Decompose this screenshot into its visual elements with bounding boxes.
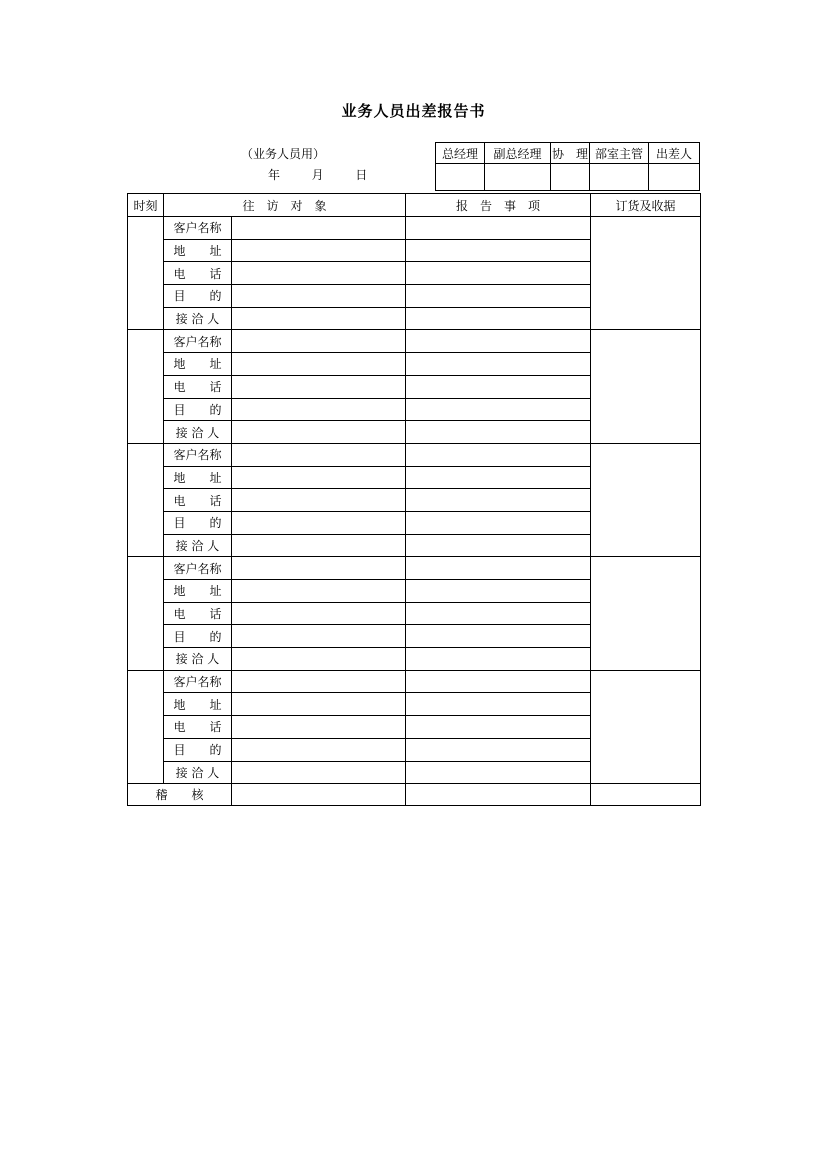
date-day-label: 日 — [355, 168, 368, 182]
report-item-cell[interactable] — [406, 421, 591, 444]
field-label: 客户名称 — [164, 557, 232, 580]
date-year-label: 年 — [268, 168, 281, 182]
field-label: 接 洽 人 — [164, 534, 232, 557]
report-item-cell[interactable] — [406, 602, 591, 625]
audit-cell-orders[interactable] — [591, 784, 701, 806]
time-cell[interactable] — [128, 330, 164, 443]
orders-receipts-cell[interactable] — [591, 443, 701, 556]
approval-header-traveler: 出差人 — [649, 143, 700, 164]
field-label: 客户名称 — [164, 443, 232, 466]
report-item-cell[interactable] — [406, 330, 591, 353]
field-label: 地 址 — [164, 693, 232, 716]
field-label: 接 洽 人 — [164, 307, 232, 330]
subtitle: （业务人员用） — [241, 147, 326, 161]
field-label: 目 的 — [164, 511, 232, 534]
visit-row — [128, 557, 701, 580]
approval-header-assistant: 协 理 — [551, 143, 590, 164]
field-value-cell[interactable] — [232, 625, 406, 648]
field-label: 客户名称 — [164, 330, 232, 353]
field-value-cell[interactable] — [232, 511, 406, 534]
time-cell[interactable] — [128, 557, 164, 670]
time-cell[interactable] — [128, 217, 164, 330]
field-label: 电 话 — [164, 262, 232, 285]
report-item-cell[interactable] — [406, 738, 591, 761]
audit-label: 稽 核 — [128, 784, 232, 806]
field-label: 地 址 — [164, 239, 232, 262]
audit-cell-visit[interactable] — [232, 784, 406, 806]
visit-row — [128, 217, 701, 240]
field-value-cell[interactable] — [232, 353, 406, 376]
time-cell[interactable] — [128, 443, 164, 556]
audit-cell-report[interactable] — [406, 784, 591, 806]
field-label: 电 话 — [164, 489, 232, 512]
report-item-cell[interactable] — [406, 466, 591, 489]
time-cell[interactable] — [128, 670, 164, 783]
report-item-cell[interactable] — [406, 693, 591, 716]
orders-receipts-cell[interactable] — [591, 330, 701, 443]
field-value-cell[interactable] — [232, 307, 406, 330]
approval-header-dept-head: 部室主管 — [590, 143, 649, 164]
report-item-cell[interactable] — [406, 353, 591, 376]
field-value-cell[interactable] — [232, 489, 406, 512]
orders-receipts-cell[interactable] — [591, 670, 701, 783]
field-value-cell[interactable] — [232, 580, 406, 603]
date-month-label: 月 — [311, 168, 324, 182]
field-label: 电 话 — [164, 375, 232, 398]
field-value-cell[interactable] — [232, 693, 406, 716]
approval-header-gm: 总经理 — [436, 143, 485, 164]
field-label: 电 话 — [164, 716, 232, 739]
report-item-cell[interactable] — [406, 557, 591, 580]
field-label: 客户名称 — [164, 670, 232, 693]
field-value-cell[interactable] — [232, 466, 406, 489]
signature-cell-assistant[interactable] — [551, 164, 590, 191]
approval-table — [435, 142, 700, 191]
field-value-cell[interactable] — [232, 285, 406, 308]
field-value-cell[interactable] — [232, 375, 406, 398]
field-label: 目 的 — [164, 625, 232, 648]
visit-row — [128, 670, 701, 693]
header-orders-receipts: 订货及收据 — [591, 194, 701, 217]
report-item-cell[interactable] — [406, 375, 591, 398]
report-item-cell[interactable] — [406, 285, 591, 308]
approval-header-deputy-gm: 副总经理 — [485, 143, 551, 164]
field-label: 接 洽 人 — [164, 421, 232, 444]
field-value-cell[interactable] — [232, 398, 406, 421]
field-value-cell[interactable] — [232, 443, 406, 466]
field-value-cell[interactable] — [232, 670, 406, 693]
field-value-cell[interactable] — [232, 534, 406, 557]
field-label: 目 的 — [164, 738, 232, 761]
field-label: 客户名称 — [164, 217, 232, 240]
report-table — [127, 193, 701, 806]
report-item-cell[interactable] — [406, 580, 591, 603]
signature-cell-deputy-gm[interactable] — [485, 164, 551, 191]
orders-receipts-cell[interactable] — [591, 217, 701, 330]
header-time: 时刻 — [128, 194, 164, 217]
field-value-cell[interactable] — [232, 557, 406, 580]
orders-receipts-cell[interactable] — [591, 557, 701, 670]
report-item-cell[interactable] — [406, 625, 591, 648]
field-value-cell[interactable] — [232, 761, 406, 784]
report-item-cell[interactable] — [406, 307, 591, 330]
signature-cell-dept-head[interactable] — [590, 164, 649, 191]
visit-row — [128, 443, 701, 466]
report-item-cell[interactable] — [406, 239, 591, 262]
report-item-cell[interactable] — [406, 716, 591, 739]
report-item-cell[interactable] — [406, 262, 591, 285]
report-item-cell[interactable] — [406, 489, 591, 512]
audit-row — [128, 784, 701, 806]
field-value-cell[interactable] — [232, 738, 406, 761]
field-value-cell[interactable] — [232, 602, 406, 625]
header-visit-target: 往 访 对 象 — [164, 194, 406, 217]
report-item-cell[interactable] — [406, 761, 591, 784]
signature-cell-gm[interactable] — [436, 164, 485, 191]
field-label: 接 洽 人 — [164, 648, 232, 671]
header-report-items: 报 告 事 项 — [406, 194, 591, 217]
field-label: 目 的 — [164, 398, 232, 421]
visit-row — [128, 330, 701, 353]
report-item-cell[interactable] — [406, 534, 591, 557]
field-value-cell[interactable] — [232, 239, 406, 262]
field-label: 目 的 — [164, 285, 232, 308]
report-item-cell[interactable] — [406, 648, 591, 671]
field-label: 地 址 — [164, 353, 232, 376]
report-item-cell[interactable] — [406, 398, 591, 421]
report-item-cell[interactable] — [406, 443, 591, 466]
signature-cell-traveler[interactable] — [649, 164, 700, 191]
field-label: 电 话 — [164, 602, 232, 625]
field-value-cell[interactable] — [232, 716, 406, 739]
field-label: 接 洽 人 — [164, 761, 232, 784]
field-label: 地 址 — [164, 466, 232, 489]
field-value-cell[interactable] — [232, 217, 406, 240]
field-value-cell[interactable] — [232, 262, 406, 285]
report-item-cell[interactable] — [406, 511, 591, 534]
field-value-cell[interactable] — [232, 421, 406, 444]
page-title: 业务人员出差报告书 — [341, 102, 486, 120]
field-value-cell[interactable] — [232, 330, 406, 353]
report-item-cell[interactable] — [406, 217, 591, 240]
field-value-cell[interactable] — [232, 648, 406, 671]
date-line — [268, 166, 367, 183]
report-item-cell[interactable] — [406, 670, 591, 693]
report-table-header — [128, 194, 701, 217]
field-label: 地 址 — [164, 580, 232, 603]
